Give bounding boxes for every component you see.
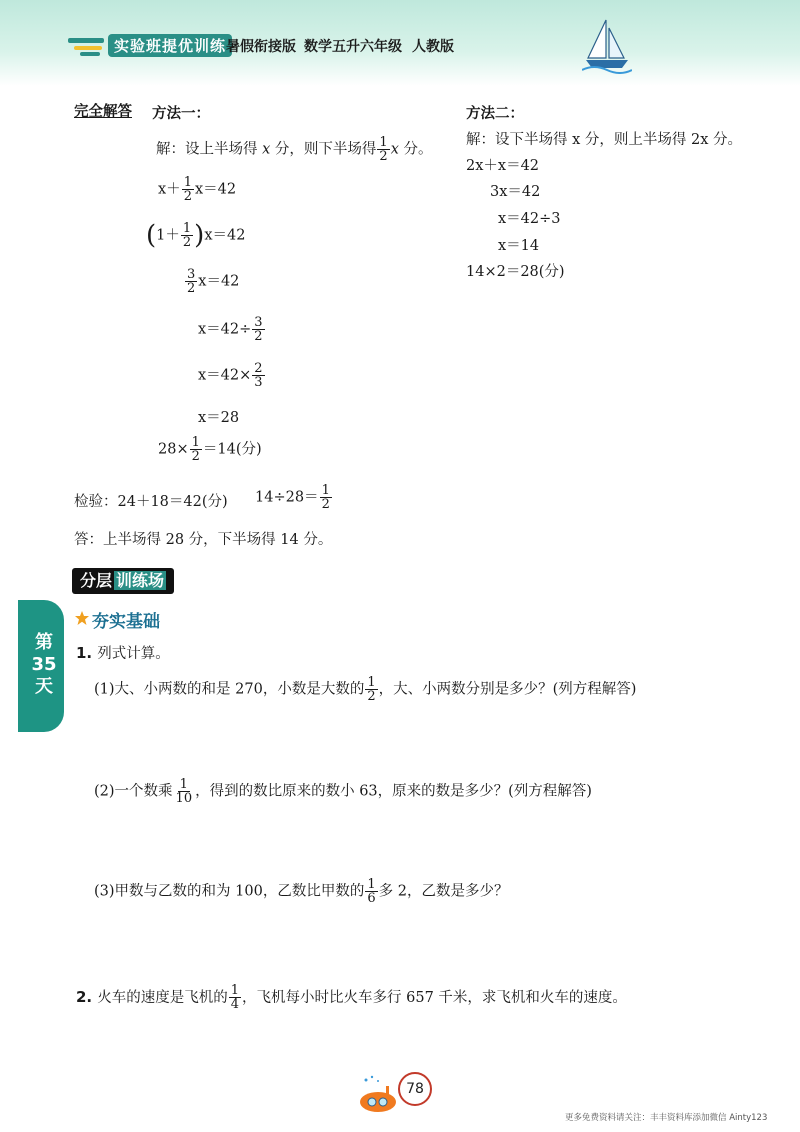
page-number: 78 [398,1072,432,1106]
subsection-title: 夯实基础 [92,612,160,632]
edition-label: 暑假衔接版 [226,39,296,55]
method1-setup: 解：设上半场得 x 分，则下半场得 $\frac{1}{2}$ x 分。 [156,135,433,164]
method2-line-1: 2x＋x＝42 [466,158,540,174]
check-ratio: 14÷28＝ $\frac{1}{2}$ [255,483,330,512]
method1-line-1: x＋ $\frac{1}{2}$ x＝42 [158,175,237,204]
method1-line-3: $\frac{3}{2}$ x＝42 [187,267,240,296]
method1-label: 方法一： [152,105,210,122]
publisher-label: 人教版 [412,39,454,55]
final-answer: 答：上半场得 28 分，下半场得 14 分。 [74,532,333,548]
method2-label: 方法二： [466,105,524,122]
method1-line-5: x＝42× $\frac{2}{3}$ [198,361,263,390]
book-logo-icon [66,32,106,58]
footer-note: 更多免费资料请关注：丰丰资料库添加微信 Ainty123 [565,1113,768,1123]
method1-line-6: x＝28 [198,410,240,426]
day-label: 第35天 [31,632,57,697]
subject-label: 数学五升六年级 [304,39,402,55]
question-2: 2. 火车的速度是飞机的 $\frac{1}{4}$ ，飞机每小时比火车多行 657 千米，求飞机和火车的速度。 [76,983,627,1012]
question-1a: (1)大、小两数的和是 270，小数是大数的 $\frac{1}{2}$ ，大、小两数分别是多少？(列方程解答) [94,675,637,704]
question-1c: (3)甲数与乙数的和为 100，乙数比甲数的 $\frac{1}{6}$ 多 2，乙数是多少？ [94,877,509,906]
method1-line-4: x＝42÷ $\frac{3}{2}$ [198,315,263,344]
answer-title: 完全解答 [74,104,132,120]
method2-line-5: 14×2＝28(分) [466,264,565,280]
section-badge: 分层 训练场 [72,568,174,594]
sailboat-icon [582,18,632,74]
question-1b: (2)一个数乘 $\frac{1}{10}$ ，得到的数比原来的数小 63，原来的数是多少？(列方程解答) [94,777,592,806]
method1-line-7: 28× $\frac{1}{2}$ ＝14(分) [158,435,262,464]
method2-line-3: x＝42÷3 [498,211,561,227]
method1-line-2: (1＋ $\frac{1}{2}$ )x＝42 [146,220,246,251]
method2-setup: 解：设下半场得 x 分，则上半场得 2x 分。 [466,132,743,148]
question-1-title: 1. 列式计算。 [76,644,170,662]
check-sum: 检验：24＋18＝42(分) [74,494,228,510]
series-brand: 实验班提优训练 [108,34,232,57]
method2-line-4: x＝14 [498,238,540,254]
submarine-icon [356,1072,402,1116]
star-icon [74,610,90,626]
method2-line-2: 3x＝42 [490,184,541,200]
